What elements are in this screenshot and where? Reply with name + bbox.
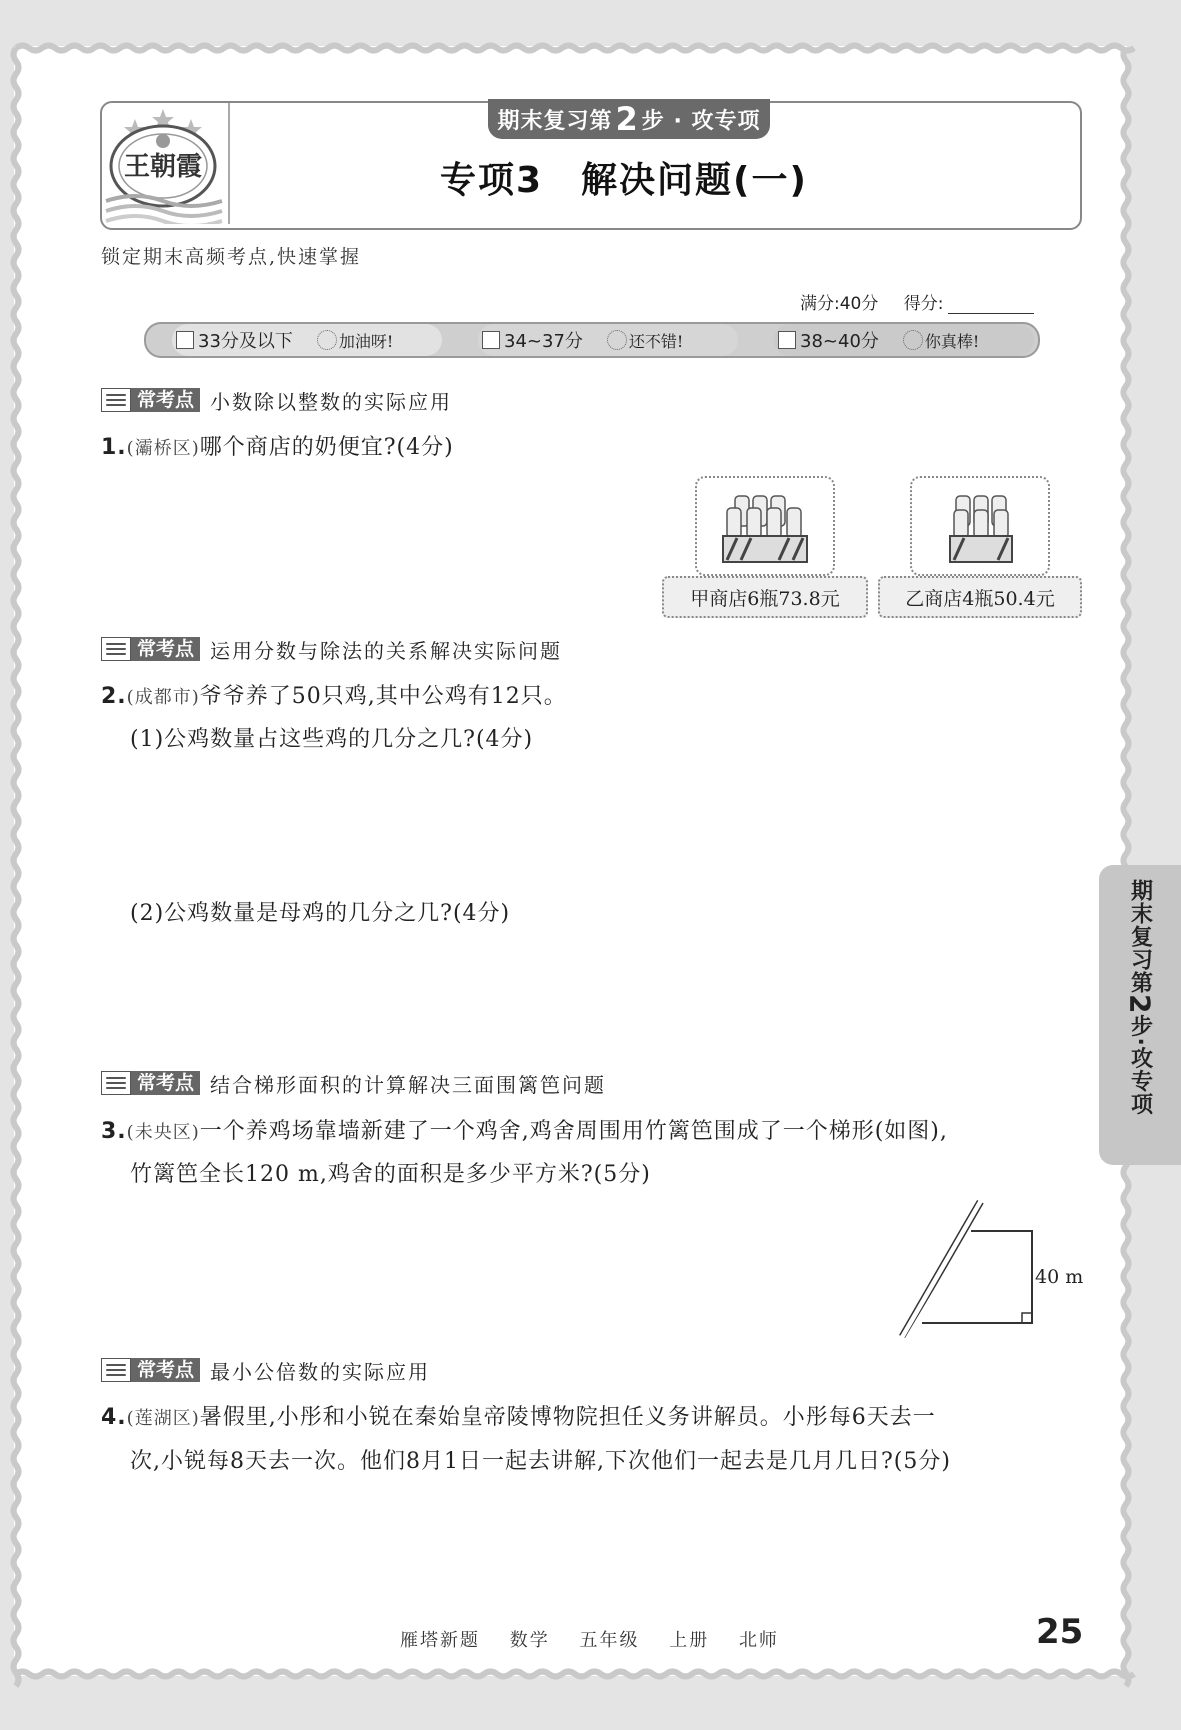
rating-range: 34~37分 (504, 331, 583, 352)
step-prefix: 期末复习第 (497, 108, 613, 134)
rating-item-3 (774, 324, 1034, 356)
footer-item: 雁塔新题 (400, 1630, 480, 1651)
footer (400, 1626, 801, 1652)
step-number: 2 (615, 100, 639, 138)
height-label: 40 m (1035, 1266, 1084, 1288)
question-number: 3. (101, 1119, 127, 1144)
question-source: (成都市) (126, 687, 200, 708)
section-topic: 小数除以整数的实际应用 (210, 389, 453, 414)
step-suffix: 步 · 攻专项 (641, 108, 761, 134)
milk-crate-icon (697, 478, 833, 574)
footer-item: 上册 (669, 1630, 710, 1651)
page-number: 25 (1036, 1612, 1084, 1652)
question-1 (101, 430, 454, 461)
shop-a-illustration (695, 476, 835, 576)
got-score-label: 得分: (903, 294, 944, 314)
score-line (800, 289, 1034, 314)
question-text: 暑假里,小彤和小锐在秦始皇帝陵博物院担任义务讲解员。小彤每6天去一 (199, 1405, 936, 1430)
score-blank[interactable] (948, 295, 1034, 314)
rating-praise: 还不错! (628, 331, 684, 351)
question-3-line-2: 竹篱笆全长120 m,鸡舍的面积是多少平方米?(5分) (130, 1162, 651, 1187)
rating-range: 38~40分 (800, 331, 879, 352)
logo-cell (100, 103, 230, 224)
tag-label: 常考点 (131, 388, 200, 412)
side-tab (1099, 865, 1181, 1165)
section-tag-2 (101, 637, 562, 661)
smiley-icon (607, 330, 627, 350)
footer-item: 五年级 (579, 1630, 640, 1651)
question-number: 2. (101, 684, 127, 709)
checkbox-icon[interactable] (482, 331, 500, 349)
question-text: 哪个商店的奶便宜?(4分) (199, 435, 454, 460)
publisher-logo (100, 103, 226, 224)
page-title: 专项3 解决问题(一) (440, 160, 808, 201)
footer-item: 北师 (738, 1630, 779, 1651)
section-tag-3 (101, 1071, 606, 1095)
smiley-icon (903, 330, 923, 350)
smiley-icon (317, 330, 337, 350)
question-text: 一个养鸡场靠墙新建了一个鸡舍,鸡舍周围用竹篱笆围成了一个梯形(如图), (199, 1119, 948, 1144)
rating-range: 33分及以下 (198, 331, 293, 352)
waves-icon (101, 388, 131, 412)
checkbox-icon[interactable] (176, 331, 194, 349)
question-source: (灞桥区) (126, 438, 200, 459)
right-angle-mark (1022, 1313, 1032, 1323)
question-text: 爷爷养了50只鸡,其中公鸡有12只。 (199, 684, 567, 709)
question-4 (101, 1400, 936, 1431)
waves-icon (101, 1071, 131, 1095)
shop-a-label: 甲商店6瓶73.8元 (662, 576, 868, 618)
rating-item-2 (478, 324, 738, 356)
waves-icon (101, 1358, 131, 1382)
svg-text:王朝霞: 王朝霞 (123, 152, 203, 182)
question-number: 1. (101, 435, 127, 460)
question-source: (莲湖区) (126, 1408, 200, 1429)
footer-item: 数学 (509, 1630, 550, 1651)
question-3 (101, 1114, 948, 1145)
step-tab (488, 99, 770, 139)
side-tab-text: 期末复习第2步·攻专项 (1123, 879, 1157, 1116)
full-score-label: 满分:40分 (800, 294, 879, 314)
section-tag-4 (101, 1358, 430, 1382)
shop-b-illustration (910, 476, 1050, 576)
question-number: 4. (101, 1405, 127, 1430)
trapezoid-figure (895, 1198, 1085, 1340)
question-4-line-2: 次,小锐每8天去一次。他们8月1日一起去讲解,下次他们一起去是几月几日?(5分) (130, 1449, 951, 1474)
section-topic: 最小公倍数的实际应用 (210, 1359, 431, 1384)
question-2 (101, 679, 567, 710)
shop-b-label: 乙商店4瓶50.4元 (878, 576, 1082, 618)
tag-label: 常考点 (131, 637, 200, 661)
question-source: (未央区) (126, 1122, 200, 1143)
checkbox-icon[interactable] (778, 331, 796, 349)
section-topic: 结合梯形面积的计算解决三面围篱笆问题 (210, 1072, 607, 1097)
question-2-2: (2)公鸡数量是母鸡的几分之几?(4分) (130, 901, 511, 926)
waves-icon (101, 637, 131, 661)
section-topic: 运用分数与除法的关系解决实际问题 (210, 638, 563, 663)
wall-hatch (897, 1200, 985, 1338)
rating-item-1 (172, 324, 442, 356)
question-2-1: (1)公鸡数量占这些鸡的几分之几?(4分) (130, 727, 534, 752)
slogan: 锁定期末高频考点,快速掌握 (101, 246, 362, 268)
rating-praise: 你真棒! (924, 331, 980, 351)
section-tag-1 (101, 388, 452, 412)
milk-crate-icon (912, 478, 1048, 574)
tag-label: 常考点 (131, 1071, 200, 1095)
tag-label: 常考点 (131, 1358, 200, 1382)
rating-praise: 加油呀! (338, 331, 394, 351)
